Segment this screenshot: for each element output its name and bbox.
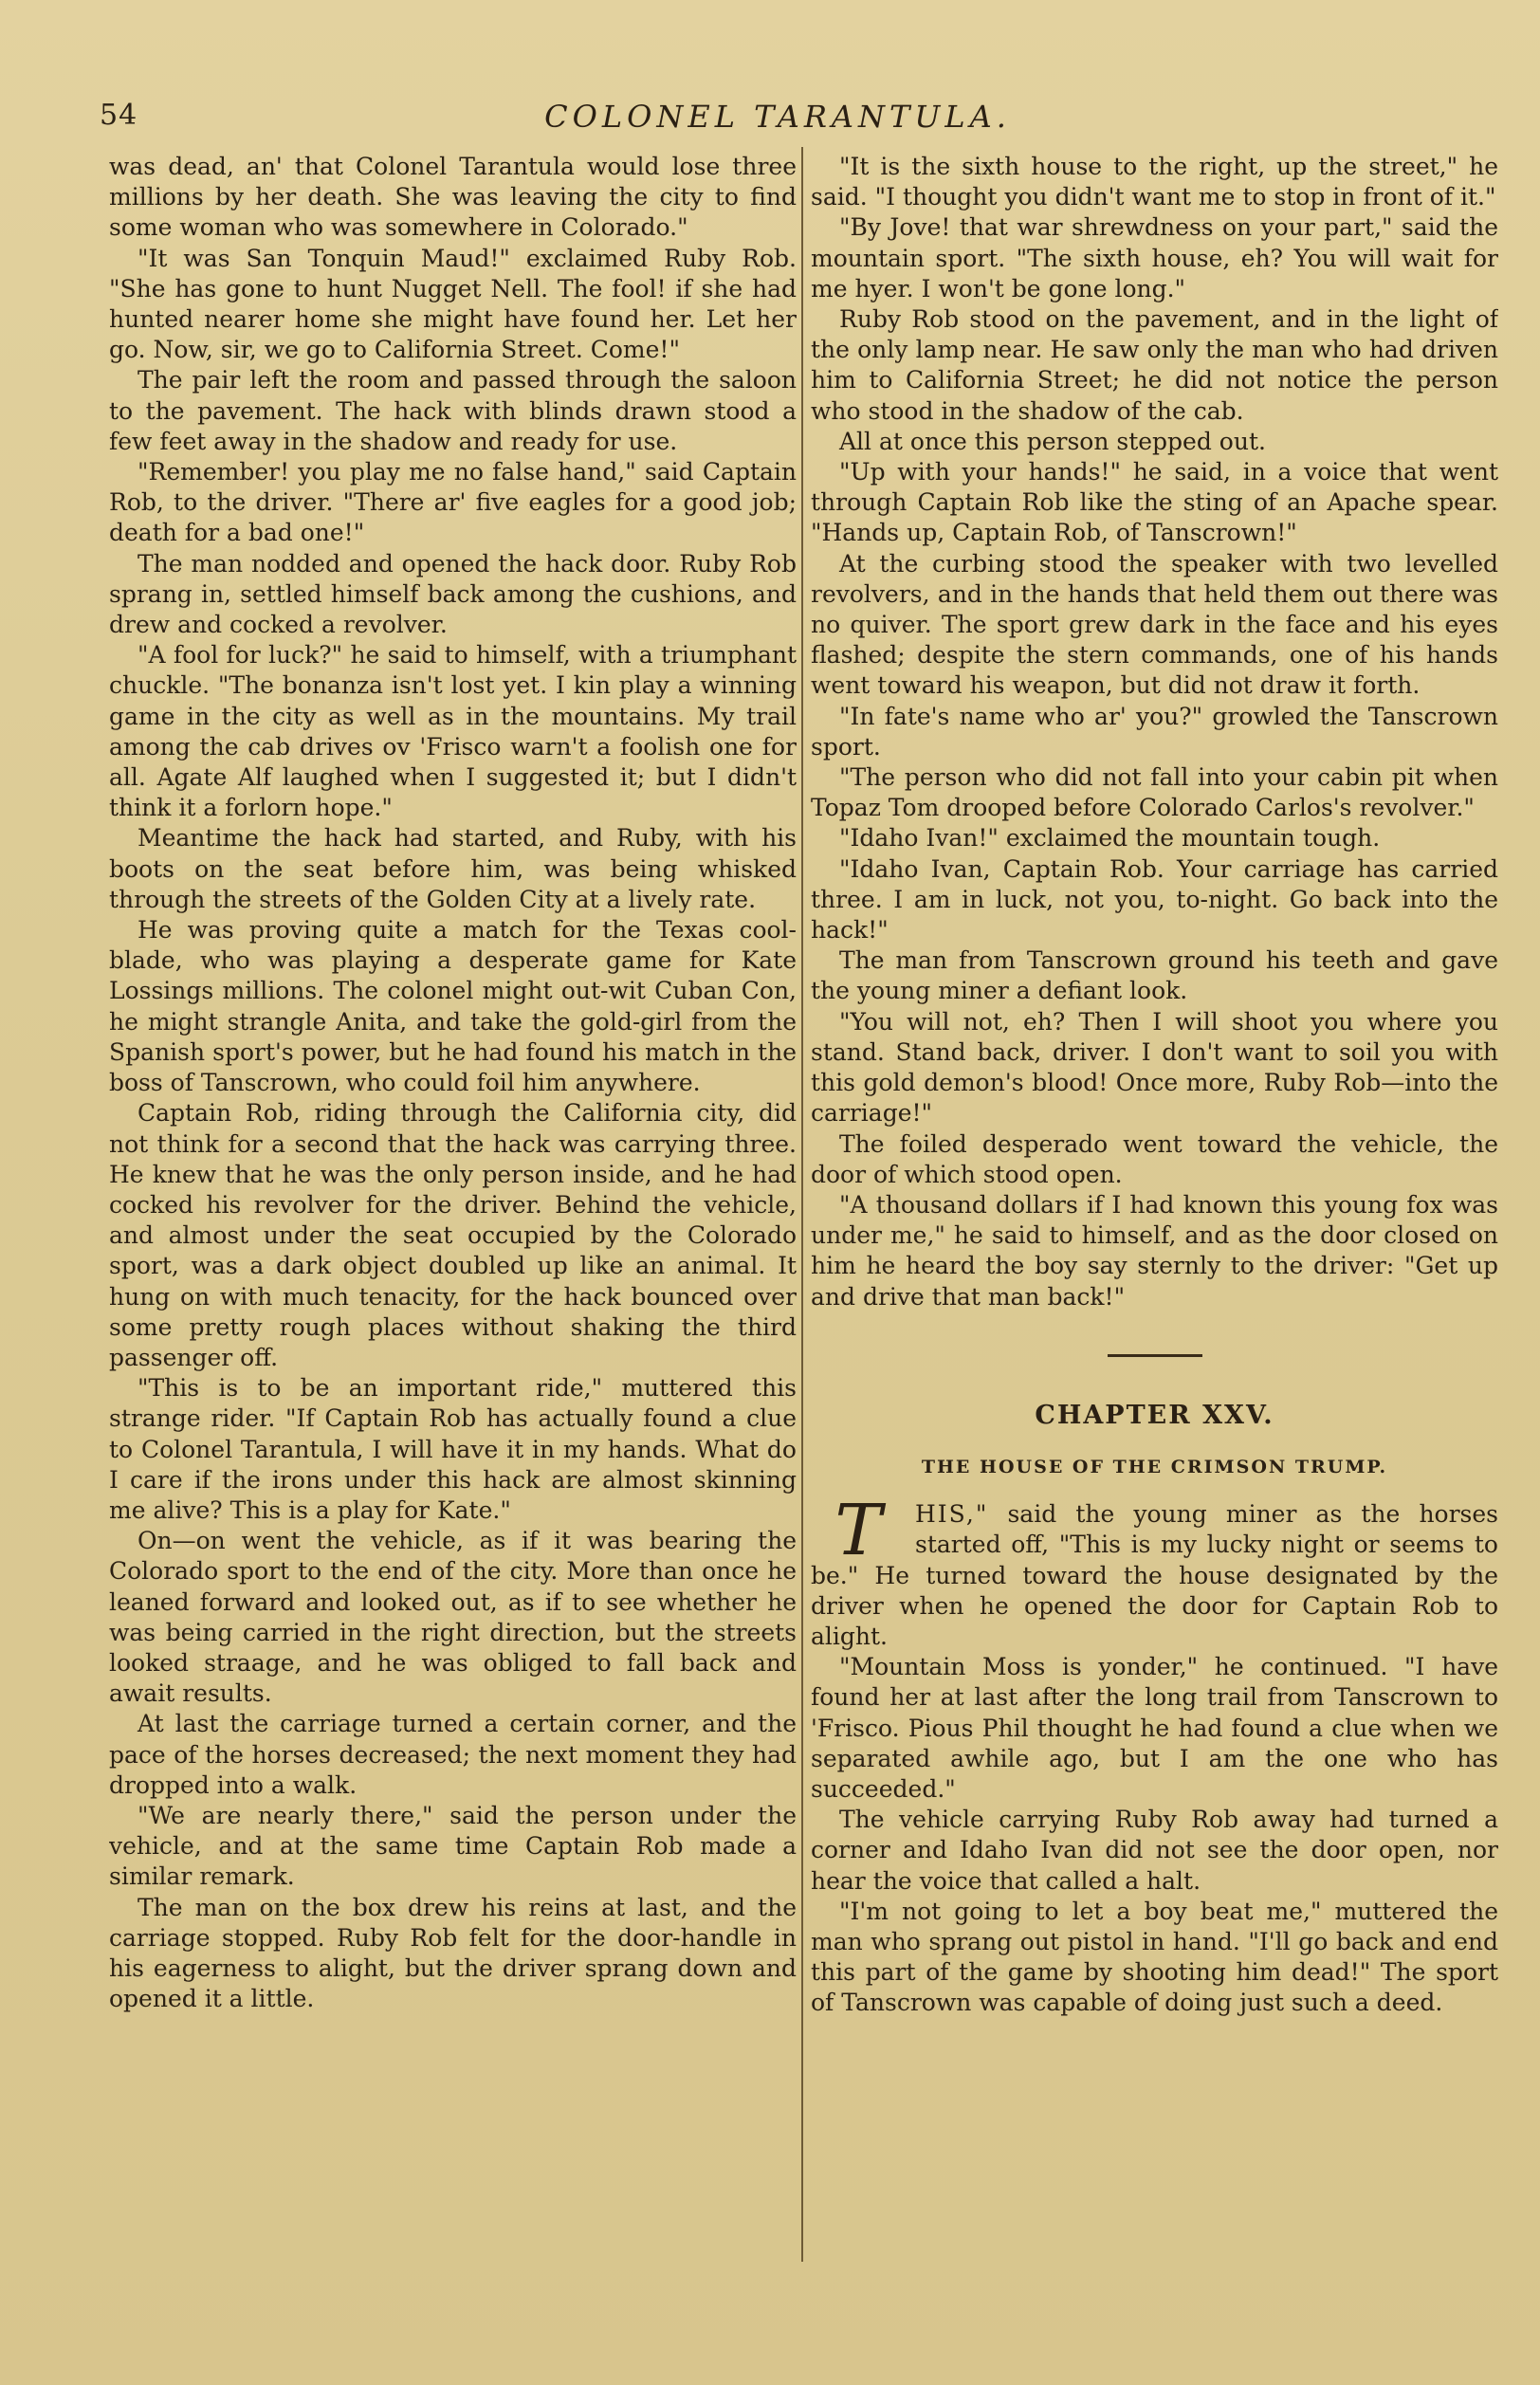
paragraph: "Idaho Ivan!" exclaimed the mountain tough. [839,824,1381,853]
paragraph: Meantime the hack had started, and Ruby, with his boots on the seat before him, was being whisked through the streets of the Golden City at a lively rate. [109,824,797,913]
lead-word: HIS," [915,1500,989,1529]
paragraph: "The person who did not fall into your cabin pit when Topaz Tom drooped before Colorado Carlos's revolver." [811,763,1498,822]
paragraph: He was proving quite a match for the Texas cool-blade, who was playing a desperate game for Kate Lossings millions. The colonel might out-wit Cuban Con, he might strangle Anita, and take the gold-girl from the Spanish sport's power, but he had found his match in the boss of Tanscrown, who could foil him anywhere. [109,916,797,1097]
paragraph: was dead, an' that Colonel Tarantula would lose three millions by her death. She was leaving the city to find some woman who was somewhere in Colorado." [109,153,797,242]
paragraph: The foiled desperado went toward the vehicle, the door of which stood open. [811,1129,1498,1188]
running-title: COLONEL TARANTULA. [544,99,1011,135]
paragraph: "A fool for luck?" he said to himself, with a triumphant chuckle. "The bonanza isn't lost yet. I kin play a winning game in the city as well as in the mountains. My trail among the cab drives ov 'Frisco warn't a foolish one for all. Agate Alf laughed when I suggested it; but I didn't think it a forlorn hope." [109,641,797,822]
paragraph: "Up with your hands!" he said, in a voice that went through Captain Rob like the sting of an Apache spear. "Hands up, Captain Rob, of Tanscrown!" [811,458,1498,547]
paragraph: Captain Rob, riding through the California city, did not think for a second that the hack was carrying three. He knew that he was the only person inside, and he had cocked his revolver for the driver. Behind the vehicle, and almost under the seat occupied by the Colorado sport, was a dark object doubled up like an animal. It hung on with much tenacity, for the hack bounced over some pretty rough places without shaking the third passenger off. [109,1099,797,1371]
paragraph: At the curbing stood the speaker with two levelled revolvers, and in the hands that held them out there was no quiver. The sport grew dark in the face and his eyes flashed; despite the stern commands, one of his hands went toward his weapon, but did not draw it forth. [811,549,1498,700]
paragraph: "You will not, eh? Then I will shoot you where you stand. Stand back, driver. I don't want to soil you with this gold demon's blood! Once more, Ruby Rob—into the carriage!" [811,1007,1498,1128]
paragraph: Ruby Rob stood on the pavement, and in the light of the only lamp near. He saw only the man who had driven him to California Street; he did not notice the person who stood in the shadow of the cab. [811,305,1498,425]
paragraph: "I'm not going to let a boy beat me," muttered the man who sprang out pistol in hand. "I'll go back and end this part of the game by shooting him dead!" The sport of Tanscrown was capable of doing just such a deed. [811,1897,1498,2017]
paragraph: "We are nearly there," said the person under the vehicle, and at the same time Captain Rob made a similar remark. [109,1801,797,1891]
dropcap-letter: T [834,1490,882,1572]
paragraph: The man from Tanscrown ground his teeth and gave the young miner a defiant look. [811,946,1498,1005]
paragraph: On—on went the vehicle, as if it was bearing the Colorado sport to the end of the city. More than once he leaned forward and looked out, as if to see whether he was being carried in the right direction, but the streets looked straage, and he was obliged to fall back and await results. [109,1527,797,1708]
chapter-opening-paragraph [811,1490,1498,1652]
paragraph: "Remember! you play me no false hand," said Captain Rob, to the driver. "There ar' five eagles for a good job; death for a bad one!" [109,458,797,547]
paragraph: The man on the box drew his reins at last, and the carriage stopped. Ruby Rob felt for the door-handle in his eagerness to alight, but the driver sprang down and opened it a little. [109,1893,797,2013]
section-divider [1108,1354,1202,1357]
paragraph: "It is the sixth house to the right, up the street," he said. "I thought you didn't want me to stop in front of it." [811,153,1498,211]
chapter-subtitle: THE HOUSE OF THE CRIMSON TRUMP. [921,1456,1388,1477]
paragraph: "A thousand dollars if I had known this young fox was under me," he said to himself, and as the door closed on him he heard the boy say sternly to the driver: "Get up and drive that man back!" [811,1190,1498,1311]
paragraph: "Idaho Ivan, Captain Rob. Your carriage has carried three. I am in luck, not you, to-night. Go back into the hack!" [811,854,1498,945]
right-column [811,152,1498,2285]
paragraph: "It was San Tonquin Maud!" exclaimed Ruby Rob. "She has gone to hunt Nugget Nell. The fool! if she had hunted nearer home she might have found her. Let her go. Now, sir, we go to California Street. Come!" [109,244,797,364]
paragraph: "This is to be an important ride," muttered this strange rider. "If Captain Rob has actually found a clue to Colonel Tarantula, I will have it in my hands. What do I care if the irons under this hack are almost skinning me alive? This is a play for Kate." [109,1374,797,1524]
page-number: 54 [100,99,138,132]
page-header [95,95,1460,142]
paragraph-text: said the young miner as the horses started off, "This is my lucky night or seems to be." He turned toward the house designated by the driver when he opened the door for Captain Rob to alight. [811,1500,1498,1650]
paragraph: "In fate's name who ar' you?" growled the Tanscrown sport. [811,702,1498,761]
left-column [109,152,797,2285]
paragraph: "Mountain Moss is yonder," he continued. "I have found her at last after the long trail from Tanscrown to 'Frisco. Pious Phil thought he had found a clue when we separated awhile ago, but I am the one who has succeeded." [811,1653,1498,1803]
paragraph: "By Jove! that war shrewdness on your part," said the mountain sport. "The sixth house, eh? You will wait for me hyer. I won't be gone long." [811,213,1498,303]
chapter-heading: CHAPTER XXV. [1035,1400,1274,1430]
paragraph: The man nodded and opened the hack door. Ruby Rob sprang in, settled himself back among the cushions, and drew and cocked a revolver. [109,549,797,639]
paragraph: All at once this person stepped out. [839,427,1266,455]
paragraph: The pair left the room and passed through the saloon to the pavement. The hack with blinds drawn stood a few feet away in the shadow and ready for use. [109,366,797,455]
paragraph: The vehicle carrying Ruby Rob away had turned a corner and Idaho Ivan did not see the door open, nor hear the voice that called a halt. [811,1806,1498,1895]
paragraph: At last the carriage turned a certain corner, and the pace of the horses decreased; the next moment they had dropped into a walk. [109,1710,797,1799]
column-divider [801,147,803,2262]
